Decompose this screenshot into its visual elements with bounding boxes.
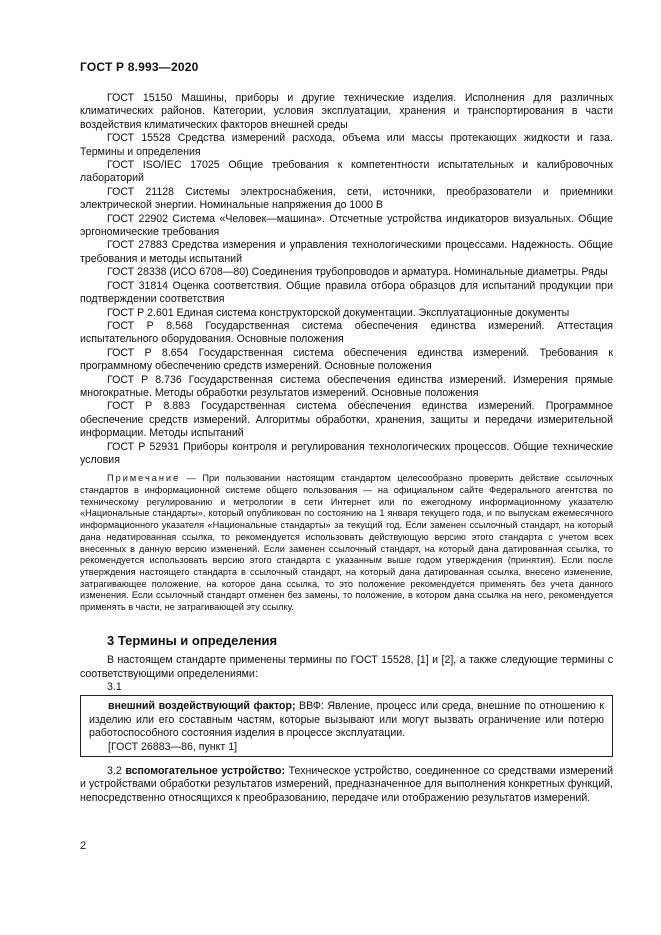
document-body xyxy=(80,92,613,805)
reference-item: ГОСТ 28338 (ИСО 6708—80) Соединения трубопроводов и арматура. Номинальные диаметры. Ряды xyxy=(107,266,608,279)
reference-item: ГОСТ 15528 Средства измерений расхода, объема или массы протекающих жидкости и газа. Термины и определения xyxy=(80,132,613,158)
term-definition xyxy=(80,765,613,805)
term-source: [ГОСТ 26883—86, пункт 1] xyxy=(108,740,238,753)
reference-item: ГОСТ Р 8.568 Государственная система обеспечения единства измерений. Аттестация испытательного оборудования. Основные положения xyxy=(80,319,613,346)
reference-item: ГОСТ 15150 Машины, приборы и другие технические изделия. Исполнения для различных климатических районов. Категории, условия эксплуатации, хранения и транспортирования в части воздействия климатических факторов внешней среды xyxy=(80,92,613,131)
note-block xyxy=(80,473,613,613)
term-name: внешний воздействующий фактор; xyxy=(108,700,296,713)
note-text: — При пользовании настоящим стандартом целесообразно проверить действие ссылочных стандартов в информационной системе общего пользования — на официальном сайте Федерального агентства по техническому регулированию и метрологии в сети Интернет или по ежегодному информационному указателю «Национальные стандарты», который опубликован по состоянию на 1 января текущего года, и по выпускам ежемесячного информационного указателя «Национальные стандарты» за текущий год. Если заменен ссылочный стандарт, на который дана недатированная ссылка, то рекомендуется использовать действующую версию этого стандарта с учетом всех внесенных в данную версию изменений. Если заменен ссылочный стандарт, на который дана датированная ссылка, то рекомендуется использовать версию этого стандарта с указанным выше годом утверждения (принятия). Если после утверждения настоящего стандарта в ссылочный стандарт, на который дана датированная ссылка, внесено изменение, затрагивающее положение, на которое дана ссылка, то это положение рекомендуется применять без учета данного изменения. Если ссылочный стандарт отменен без замены, то положение, в котором дана ссылка на него, рекомендуется применять в части, не затрагивающей эту ссылку. xyxy=(80,473,613,613)
term-definition xyxy=(89,700,604,740)
term-definition-text: Техническое устройство, соединенное со средствами измерений и устройствами обработки результатов измерений, предназначенное для выполнения конкретных функций, непосредственно относящихся к преобразованию, передаче или отображению результатов измерений. xyxy=(80,765,613,804)
reference-item: ГОСТ 31814 Оценка соответствия. Общие правила отбора образцов для испытаний продукции при подтверждении соответствия xyxy=(80,279,613,306)
reference-item: ГОСТ 27883 Средства измерения и управления технологическими процессами. Надежность. Общие требования и методы испытаний xyxy=(80,239,613,265)
note-label: Примечание xyxy=(107,473,181,484)
term-name: вспомогательное устройство: xyxy=(125,765,286,778)
document-header: ГОСТ Р 8.993—2020 xyxy=(80,60,199,74)
section-title: 3 Термины и определения xyxy=(107,632,278,648)
reference-item: ГОСТ Р 8.883 Государственная система обеспечения единства измерений. Программное обеспечение средств измерений. Алгоритмы обработки, хранения, защиты и передачи измерительной информации. Методы испытаний xyxy=(80,400,613,440)
reference-item: ГОСТ Р 8.736 Государственная система обеспечения единства измерений. Измерения прямые многократные. Методы обработки результатов измерений. Основные положения xyxy=(80,373,613,399)
term-number: 3.1 xyxy=(107,681,122,694)
term-definition-text: ВВФ: Явление, процесс или среда, внешние по отношению к изделию или его составным частям, которые вызывают или могут вызвать ограничение или потерю работоспособного состояния изделия в процессе эксплуатации. xyxy=(89,700,604,740)
page-number: 2 xyxy=(80,840,87,852)
term-definition-box xyxy=(80,695,613,757)
reference-item: ГОСТ Р 2.601 Единая система конструкторской документации. Эксплуатационные документы xyxy=(107,306,570,319)
reference-item: ГОСТ 21128 Системы электроснабжения, сети, источники, преобразователи и приемники электрической энергии. Номинальные напряжения до 1000 В xyxy=(80,185,613,212)
reference-item: ГОСТ Р 8.654 Государственная система обеспечения единства измерений. Требования к программному обеспечению средств измерений. Основные положения xyxy=(80,346,613,373)
reference-item: ГОСТ ISO/IEC 17025 Общие требования к компетентности испытательных и калибровочных лабораторий xyxy=(80,159,613,185)
reference-item: ГОСТ 22902 Система «Человек—машина». Отсчетные устройства индикаторов визуальных. Общие эргономические требования xyxy=(80,212,613,239)
term-number: 3.2 xyxy=(107,765,122,778)
section-intro: В настоящем стандарте применены термины по ГОСТ 15528, [1] и [2], а также следующие термины с соответствующими определениями: xyxy=(80,654,613,680)
reference-item: ГОСТ Р 52931 Приборы контроля и регулирования технологических процессов. Общие технические условия xyxy=(80,440,613,466)
references-list xyxy=(80,92,613,467)
